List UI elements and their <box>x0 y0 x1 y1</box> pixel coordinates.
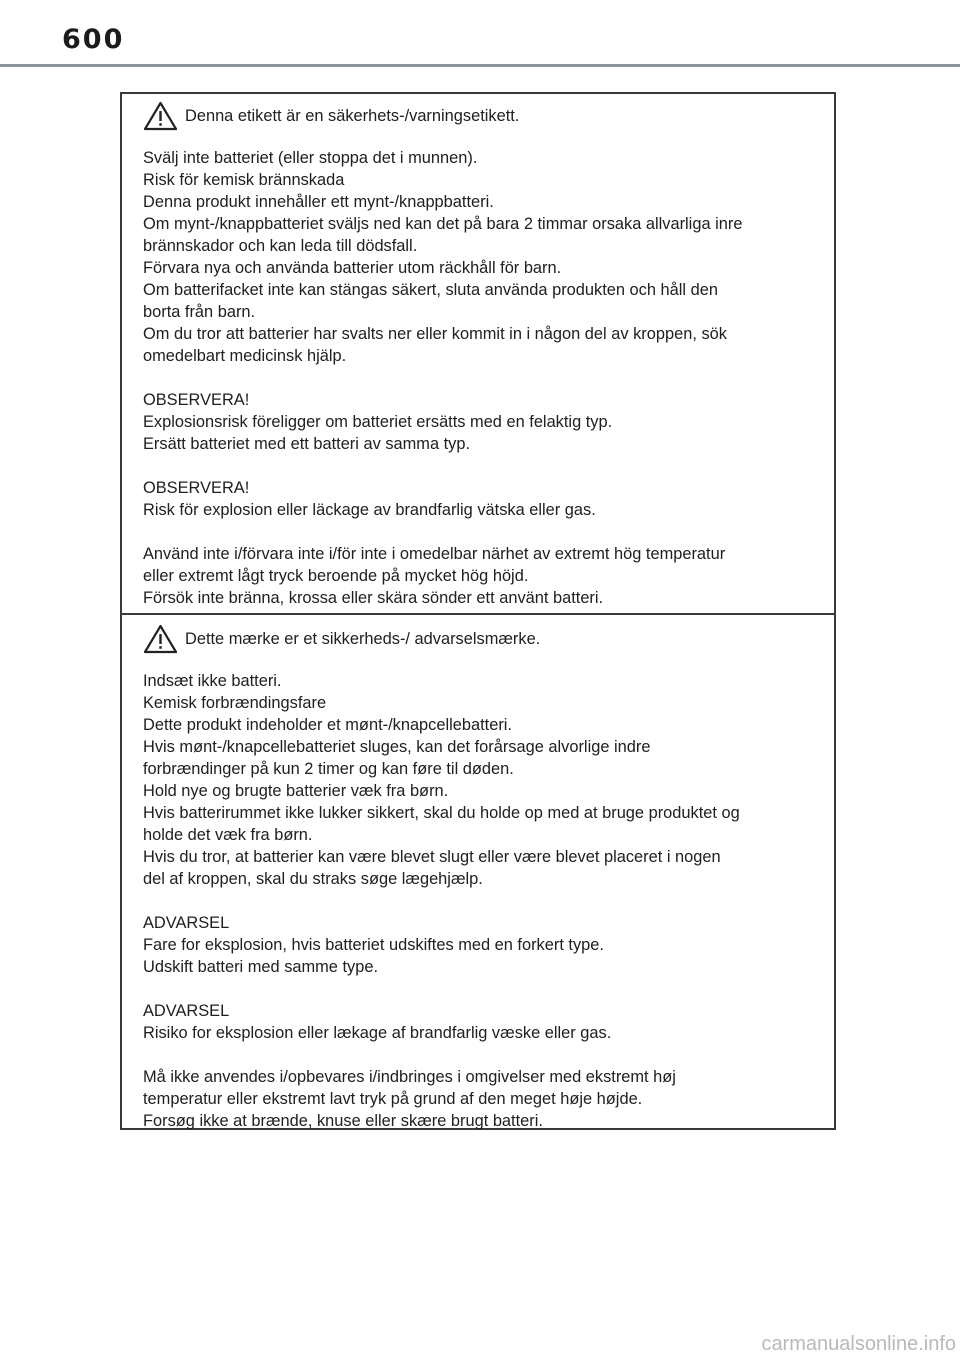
label-text-line: borta från barn. <box>143 303 256 321</box>
label-text-line: OBSERVERA! <box>143 391 250 409</box>
label-text-line: ADVARSEL <box>143 914 230 932</box>
swedish-label-section <box>122 94 834 613</box>
paragraph-gap <box>143 978 820 1000</box>
safety-label <box>120 92 836 1130</box>
paragraph-gap <box>143 367 820 389</box>
label-heading-text: Dette mærke er et sikkerheds-/ advarselsmærke. <box>185 630 541 648</box>
label-text-line: Använd inte i/förvara inte i/för inte i omedelbar närhet av extremt hög temperatur <box>143 545 726 563</box>
label-text-line: Ersätt batteriet med ett batteri av samma typ. <box>143 435 471 453</box>
label-text-line: Risk för explosion eller läckage av brandfarlig vätska eller gas. <box>143 501 596 519</box>
label-text-line: Om du tror att batterier har svalts ner eller kommit in i någon del av kroppen, sök <box>143 325 727 343</box>
page-number: 600 <box>62 24 125 55</box>
label-text-line: Risiko for eksplosion eller lækage af brandfarlig væske eller gas. <box>143 1024 612 1042</box>
label-text-line: Svälj inte batteriet (eller stoppa det i munnen). <box>143 149 478 167</box>
swedish-label-heading <box>143 99 820 133</box>
label-text-line: omedelbart medicinsk hjälp. <box>143 347 347 365</box>
label-text-line: Dette produkt indeholder et mønt-/knapcellebatteri. <box>143 716 512 734</box>
label-text-line: Hold nye og brugte batterier væk fra børn. <box>143 782 449 800</box>
warning-triangle-icon <box>143 101 178 131</box>
label-text-line: Indsæt ikke batteri. <box>143 672 282 690</box>
label-text-line: Hvis batterirummet ikke lukker sikkert, skal du holde op med at bruge produktet og <box>143 804 740 822</box>
label-text-line: eller extremt lågt tryck beroende på mycket hög höjd. <box>143 567 529 585</box>
label-text-line: Fare for eksplosion, hvis batteriet udskiftes med en forkert type. <box>143 936 604 954</box>
label-text-line: Kemisk forbrændingsfare <box>143 694 327 712</box>
paragraph-gap <box>143 455 820 477</box>
label-text-line: Försök inte bränna, krossa eller skära sönder ett använt batteri. <box>143 589 604 607</box>
label-text-line: Om batterifacket inte kan stängas säkert, sluta använda produkten och håll den <box>143 281 718 299</box>
paragraph-gap <box>143 521 820 543</box>
label-text-line: forbrændinger på kun 2 timer og kan føre til døden. <box>143 760 514 778</box>
paragraph-gap <box>143 890 820 912</box>
danish-label-heading <box>143 622 820 656</box>
label-text-line: OBSERVERA! <box>143 479 250 497</box>
site-watermark: carmanualsonline.info <box>761 1333 956 1355</box>
label-text-line: Hvis mønt-/knapcellebatteriet sluges, kan det forårsage alvorlige indre <box>143 738 651 756</box>
label-text-line: Denna produkt innehåller ett mynt-/knappbatteri. <box>143 193 494 211</box>
label-text-line: Risk för kemisk brännskada <box>143 171 345 189</box>
label-text-line: temperatur eller ekstremt lavt tryk på grund af den meget høje højde. <box>143 1090 643 1108</box>
label-text-line: del af kroppen, skal du straks søge lægehjælp. <box>143 870 483 888</box>
label-heading-text: Denna etikett är en säkerhets-/varningsetikett. <box>185 107 520 125</box>
header-divider <box>0 64 960 67</box>
label-text-line: Udskift batteri med samme type. <box>143 958 379 976</box>
label-body <box>143 670 820 1132</box>
label-text-line: Explosionsrisk föreligger om batteriet ersätts med en felaktig typ. <box>143 413 613 431</box>
label-text-line: Om mynt-/knappbatteriet sväljs ned kan det på bara 2 timmar orsaka allvarliga inre <box>143 215 743 233</box>
label-text-line: holde det væk fra børn. <box>143 826 313 844</box>
label-text-line: Förvara nya och använda batterier utom räckhåll för barn. <box>143 259 562 277</box>
label-text-line: ADVARSEL <box>143 1002 230 1020</box>
label-text-line: Må ikke anvendes i/opbevares i/indbringes i omgivelser med ekstremt høj <box>143 1068 676 1086</box>
label-text-line: Hvis du tror, at batterier kan være blevet slugt eller være blevet placeret i nogen <box>143 848 721 866</box>
label-body <box>143 147 820 609</box>
label-text-line: Forsøg ikke at brænde, knuse eller skære brugt batteri. <box>143 1112 543 1130</box>
label-text-line: brännskador och kan leda till dödsfall. <box>143 237 418 255</box>
danish-label-section <box>122 613 834 1128</box>
warning-triangle-icon <box>143 624 178 654</box>
paragraph-gap <box>143 1044 820 1066</box>
